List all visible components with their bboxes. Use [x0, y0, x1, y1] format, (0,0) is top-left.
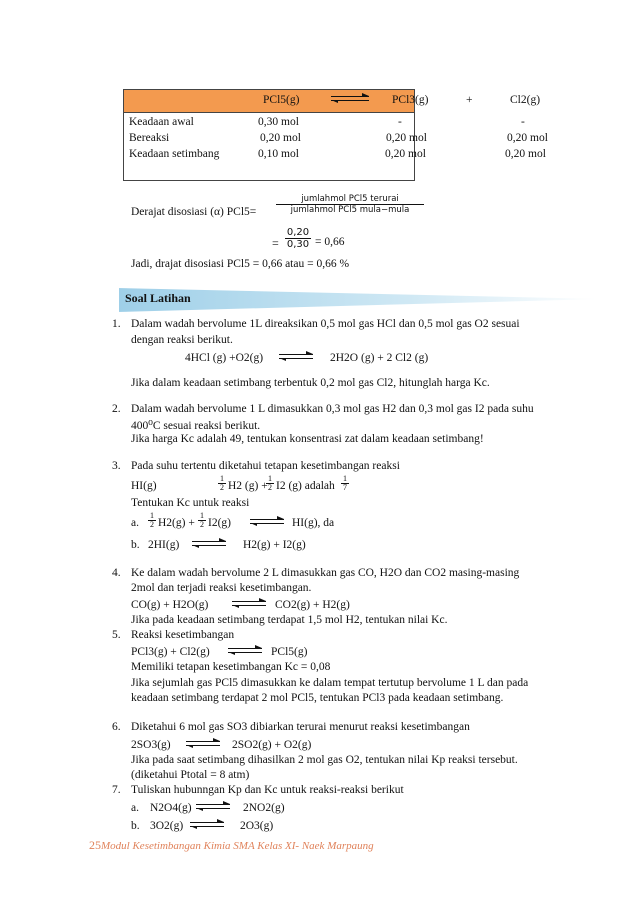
q7-number: 7. — [112, 784, 121, 796]
q3-b-right: H2(g) + I2(g) — [243, 539, 306, 551]
equilibrium-arrow — [228, 648, 262, 654]
q1-line2: dengan reaksi berikut. — [131, 334, 233, 346]
denominator: 2 — [150, 520, 154, 529]
q6-number: 6. — [112, 721, 121, 733]
equilibrium-arrow — [196, 804, 230, 810]
equilibrium-arrow — [279, 354, 313, 360]
value-fraction — [285, 227, 311, 250]
numerator: 1 — [220, 474, 224, 483]
q5-right: PCl5(g) — [271, 646, 308, 658]
conclusion: Jadi, drajat disosiasi PCl5 = 0,66 atau = 0,66 % — [131, 258, 350, 270]
q4-line1: Ke dalam wadah bervolume 2 L dimasukkan gas CO, H2O dan CO2 masing-masing — [131, 567, 520, 579]
fraction-one-seventh — [341, 475, 349, 492]
q2-number: 2. — [112, 403, 121, 415]
q1-line1: Dalam wadah bervolume 1L direaksikan 0,5 mol gas HCl dan 0,5 mol gas O2 sesuai — [131, 318, 520, 330]
q2-line3: Jika harga Kc adalah 49, tentukan konsentrasi zat dalam keadaan setimbang! — [131, 433, 484, 445]
q6-right: 2SO2(g) + O2(g) — [232, 739, 312, 751]
q5-number: 5. — [112, 629, 121, 641]
page-footer — [89, 838, 374, 853]
cell: 0,20 mol — [385, 148, 426, 160]
q7-b-right: 2O3(g) — [240, 820, 274, 832]
section-title: Soal Latihan — [125, 291, 191, 305]
fraction-numerator: jumlahmol PCl5 terurai — [301, 194, 399, 204]
q4-line3: Jika pada keadaan setimbang terdapat 1,5 mol H2, tentukan nilai Kc. — [131, 614, 448, 626]
q1-reaction-right: 2H2O (g) + 2 Cl2 (g) — [330, 352, 429, 364]
fraction-denominator: 0,30 — [286, 239, 310, 250]
q3-a-right: HI(g), da — [292, 517, 335, 529]
q3-number: 3. — [112, 460, 121, 472]
equilibrium-arrow — [232, 601, 266, 607]
q6-line1: Diketahui 6 mol gas SO3 dibiarkan terurai menurut reaksi kesetimbangan — [131, 721, 470, 733]
denominator: 2 — [220, 483, 224, 492]
q5-line3: Jika sejumlah gas PCl5 dimasukkan ke dalam tempat tertutup bervolume 1 L dan pada — [131, 677, 529, 689]
cell: 0,30 mol — [258, 116, 299, 128]
q7-a-right: 2NO2(g) — [243, 802, 285, 814]
numerator: 1 — [200, 511, 204, 520]
cell: 0,20 mol — [505, 148, 546, 160]
q2-line2: 400⁰C sesuai reaksi berikut. — [131, 420, 261, 432]
row-label: Keadaan awal — [129, 116, 194, 128]
header-plus: + — [466, 94, 473, 106]
numerator: 1 — [343, 474, 347, 483]
q2-line1: Dalam wadah bervolume 1 L dimasukkan 0,3 mol gas H2 dan 0,3 mol gas I2 pada suhu — [131, 403, 534, 415]
q3-i2: I2 (g) adalah — [276, 480, 335, 492]
q4-line2: 2mol dan terjadi reaksi kesetimbangan. — [131, 582, 312, 594]
q7-b-left: 3O2(g) — [150, 820, 184, 832]
derajat-label: Derajat disosiasi (α) PCl5= — [131, 206, 257, 218]
q7-b-label: b. — [131, 820, 140, 832]
q3-h2: H2 (g) + — [228, 480, 268, 492]
equals-sign: = — [272, 236, 279, 250]
dissociation-fraction — [276, 194, 424, 215]
result-value: = 0,66 — [315, 236, 345, 248]
q3-a-h2: H2(g) + — [158, 517, 195, 529]
fraction-one-half — [266, 475, 274, 492]
fraction-one-half — [198, 512, 206, 529]
numerator: 1 — [150, 511, 154, 520]
cell: - — [521, 116, 525, 128]
q6-line3: (diketahui Ptotal = 8 atm) — [131, 769, 250, 781]
q3-line3: Tentukan Kc untuk reaksi — [131, 497, 250, 509]
fraction-one-half — [148, 512, 156, 529]
q4-number: 4. — [112, 567, 121, 579]
fraction-denominator: jumlahmol PCl5 mula−mula — [276, 204, 424, 215]
header-pcl5: PCl5(g) — [263, 94, 300, 106]
q6-line2: Jika pada saat setimbang dihasilkan 2 mol gas O2, tentukan nilai Kp reaksi tersebut. — [131, 754, 518, 766]
header-pcl3: PCl3(g) — [392, 94, 429, 106]
q6-left: 2SO3(g) — [131, 739, 171, 751]
equilibrium-arrow — [186, 741, 220, 747]
fraction-one-half — [218, 475, 226, 492]
q3-b-left: 2HI(g) — [148, 539, 180, 551]
q7-a-label: a. — [131, 802, 139, 814]
numerator: 1 — [268, 474, 272, 483]
header-cl2: Cl2(g) — [510, 94, 541, 106]
q3-a-label: a. — [131, 517, 139, 529]
cell: 0,20 mol — [260, 132, 301, 144]
equilibrium-arrow — [250, 519, 284, 525]
q3-hi: HI(g) — [131, 480, 157, 492]
q3-a-i2: I2(g) — [208, 517, 231, 529]
denominator: 2 — [200, 520, 204, 529]
row-label: Bereaksi — [129, 132, 170, 144]
equilibrium-arrow — [192, 541, 226, 547]
equilibrium-arrow — [190, 822, 224, 828]
q5-line2: Memiliki tetapan kesetimbangan Kc = 0,08 — [131, 661, 331, 673]
q5-line1: Reaksi kesetimbangan — [131, 629, 235, 641]
q5-line4: keadaan setimbang terdapat 2 mol PCl5, tentukan PCl3 pada keadaan setimbang. — [131, 692, 504, 704]
q4-right: CO2(g) + H2(g) — [275, 599, 350, 611]
row-label: Keadaan setimbang — [129, 148, 220, 160]
cell: 0,20 mol — [507, 132, 548, 144]
q4-left: CO(g) + H2O(g) — [131, 599, 209, 611]
q3-b-label: b. — [131, 539, 140, 551]
equilibrium-arrow — [331, 96, 369, 102]
q7-line1: Tuliskan hubunngan Kp dan Kc untuk reaksi-reaksi berikut — [131, 784, 404, 796]
cell: - — [398, 116, 402, 128]
q1-line3: Jika dalam keadaan setimbang terbentuk 0,2 mol gas Cl2, hitunglah harga Kc. — [131, 377, 490, 389]
q7-a-left: N2O4(g) — [150, 802, 192, 814]
page-number: 25 — [89, 838, 101, 852]
q1-number: 1. — [112, 318, 121, 330]
q3-line1: Pada suhu tertentu diketahui tetapan kesetimbangan reaksi — [131, 460, 400, 472]
denominator: 2 — [268, 483, 272, 492]
cell: 0,20 mol — [386, 132, 427, 144]
fraction-numerator: 0,20 — [286, 227, 310, 238]
q1-reaction-left: 4HCl (g) +O2(g) — [185, 352, 264, 364]
denominator: 7 — [343, 483, 347, 492]
q5-left: PCl3(g) + Cl2(g) — [131, 646, 210, 658]
section-banner — [113, 287, 603, 311]
cell: 0,10 mol — [258, 148, 299, 160]
footer-text: Modul Kesetimbangan Kimia SMA Kelas XI- Naek Marpaung — [101, 840, 374, 852]
